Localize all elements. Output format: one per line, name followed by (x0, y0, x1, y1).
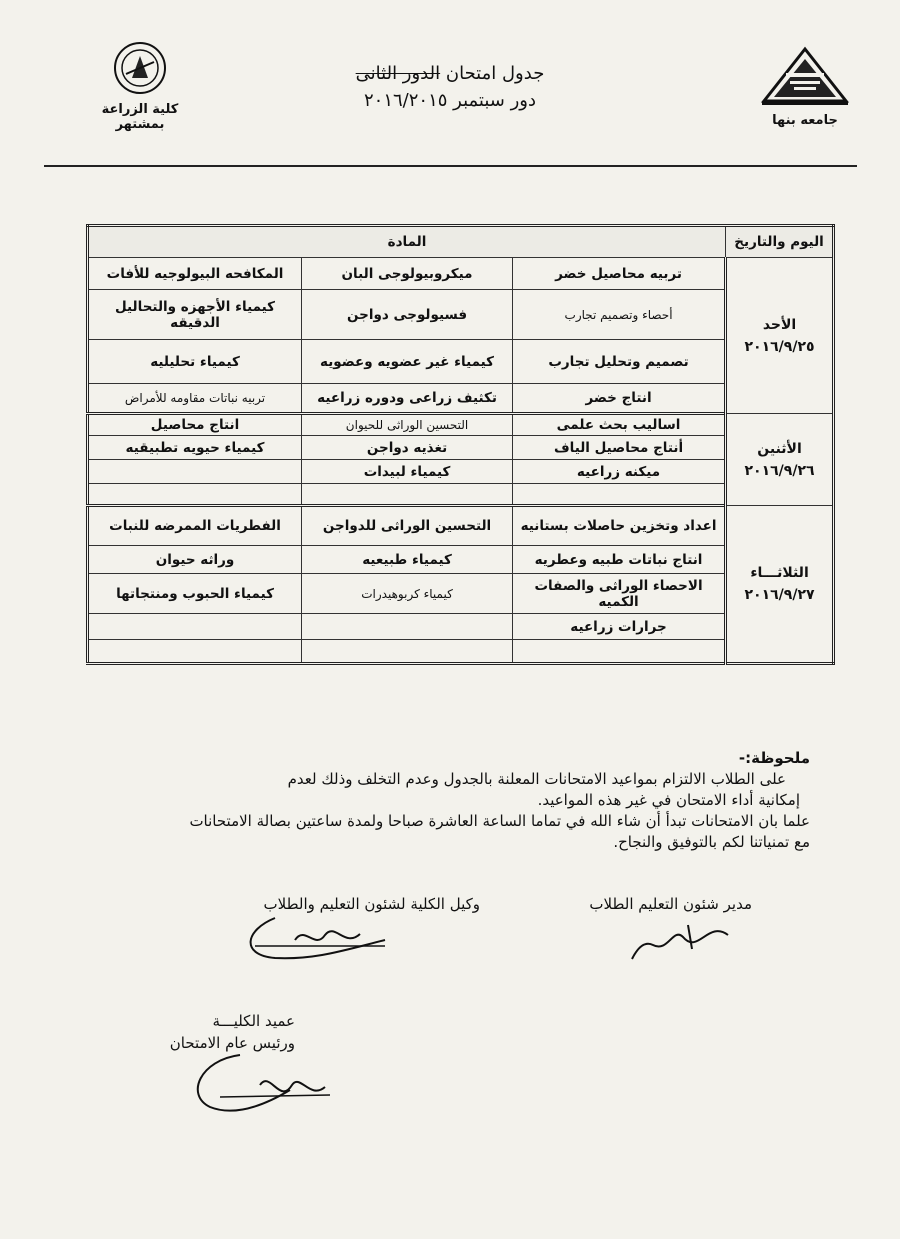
subject-cell: انتاج خضر (513, 384, 726, 414)
subject-cell: تصميم وتحليل تجارب (513, 340, 726, 384)
subject-cell: انتاج محاصيل (88, 414, 302, 436)
table-row (88, 640, 834, 664)
subject-cell: كيمياء حيويه تطبيقيه (88, 436, 302, 460)
subject-cell: كيمياء غير عضويه وعضويه (302, 340, 513, 384)
subject-cell: أنتاج محاصيل الياف (513, 436, 726, 460)
faculty-logo (75, 40, 205, 132)
day-cell (726, 506, 834, 664)
day-cell (726, 258, 834, 414)
dean-subtitle: ورئيس عام الامتحان (169, 1034, 295, 1052)
subject-cell: انتاج نباتات طبيه وعطريه (513, 546, 726, 574)
subject-cell: اعداد وتخزين حاصلات بستانيه (513, 506, 726, 546)
subject-cell (88, 460, 302, 484)
day-name: الأثنين (757, 440, 802, 457)
subject-cell (513, 640, 726, 664)
director-signature-icon (628, 915, 738, 965)
notes-line-3: علما بان الامتحانات تبدأ أن شاء الله في تماما الساعة العاشرة صباحا ولمدة ساعتين بصالة الامتحانات (189, 812, 810, 830)
table-row (88, 290, 834, 340)
subject-cell: تربيه محاصيل خضر (513, 258, 726, 290)
document-subtitle: دور سبتمبر ٢٠١٦/٢٠١٥ (364, 90, 536, 111)
header-day: اليوم والتاريخ (726, 226, 834, 258)
subject-cell (302, 484, 513, 506)
table-row (88, 574, 834, 614)
day-date: ٢٠١٦/٩/٢٦ (744, 462, 815, 479)
table-row (88, 460, 834, 484)
vice-dean-signature-icon (235, 910, 395, 970)
table-row (88, 384, 834, 414)
subject-cell: وراثه حيوان (88, 546, 302, 574)
subject-cell (88, 614, 302, 640)
schedule-body (88, 258, 834, 664)
subject-cell: كيمياء كربوهيدرات (302, 574, 513, 614)
dean-title: عميد الكليـــة (212, 1012, 295, 1030)
subject-cell: كيمياء الأجهزه والتحاليل الدقيقه (88, 290, 302, 340)
title-main: جدول امتحان (445, 63, 545, 84)
table-row (88, 436, 834, 460)
faculty-seal-icon (112, 40, 168, 96)
subject-cell (88, 640, 302, 664)
table-row (88, 258, 834, 290)
subject-cell: كيمياء الحبوب ومنتجاتها (88, 574, 302, 614)
subject-cell: جرارات زراعيه (513, 614, 726, 640)
document-title (300, 62, 600, 86)
notes-title: ملحوظة:- (738, 749, 810, 767)
day-name: الثلاثـــاء (750, 565, 809, 581)
document-heading (300, 62, 600, 114)
title-struck: الدور الثانى (355, 63, 441, 84)
subject-cell: الفطريات الممرضه للنبات (88, 506, 302, 546)
subject-cell: كيمياء طبيعيه (302, 546, 513, 574)
day-date: ٢٠١٦/٩/٢٥ (744, 338, 815, 355)
table-row (88, 614, 834, 640)
subject-cell (302, 640, 513, 664)
faculty-name: كلية الزراعة بمشتهر (101, 102, 179, 132)
subject-cell: التحسين الوراثى للدواجن (302, 506, 513, 546)
vice-dean-title: وكيل الكلية لشئون التعليم والطلاب (263, 895, 480, 913)
table-row (88, 414, 834, 436)
header-subject: المادة (88, 226, 726, 258)
exam-schedule-table (86, 224, 835, 665)
subject-cell: فسيولوجى دواجن (302, 290, 513, 340)
university-name: جامعه بنها (772, 113, 838, 128)
subject-cell (88, 484, 302, 506)
subject-cell: كيمياء تحليليه (88, 340, 302, 384)
director-signature-block (589, 893, 752, 915)
subject-cell: كيمياء لبيدات (302, 460, 513, 484)
notes-line-1: على الطلاب الالتزام بمواعيد الامتحانات المعلنة بالجدول وعدم التخلف وذلك لعدم (287, 770, 786, 788)
subject-cell: تغذيه دواجن (302, 436, 513, 460)
subject-cell (513, 484, 726, 506)
director-title: مدير شئون التعليم الطلاب (589, 895, 752, 913)
subject-cell: الاحصاء الوراثى والصفات الكميه (513, 574, 726, 614)
university-emblem-icon (760, 45, 850, 107)
subject-cell: المكافحه البيولوجيه للأفات (88, 258, 302, 290)
day-date: ٢٠١٦/٩/٢٧ (744, 587, 815, 603)
subject-cell: تربيه نباتات مقاومه للأمراض (88, 384, 302, 414)
subject-cell: ميكروبيولوجى البان (302, 258, 513, 290)
subject-cell: اساليب بحث علمى (513, 414, 726, 436)
dean-signature-icon (180, 1045, 350, 1125)
table-row (88, 484, 834, 506)
day-cell (726, 414, 834, 506)
subject-cell: أحصاء وتصميم تجارب (513, 290, 726, 340)
header-divider (44, 165, 857, 167)
university-logo (750, 45, 860, 128)
subject-cell: تكثيف زراعى ودوره زراعيه (302, 384, 513, 414)
table-row (88, 340, 834, 384)
notes-section (70, 748, 810, 853)
subject-cell: التحسين الوراثى للحيوان (302, 414, 513, 436)
subject-cell: ميكنه زراعيه (513, 460, 726, 484)
table-row (88, 546, 834, 574)
subject-cell (302, 614, 513, 640)
table-header-row (88, 226, 834, 258)
notes-line-4: مع تمنياتنا لكم بالتوفيق والنجاح. (613, 833, 810, 851)
notes-line-2: إمكانية أداء الامتحان في غير هذه المواعيد. (537, 791, 800, 809)
day-name: الأحد (762, 316, 797, 333)
table-row (88, 506, 834, 546)
